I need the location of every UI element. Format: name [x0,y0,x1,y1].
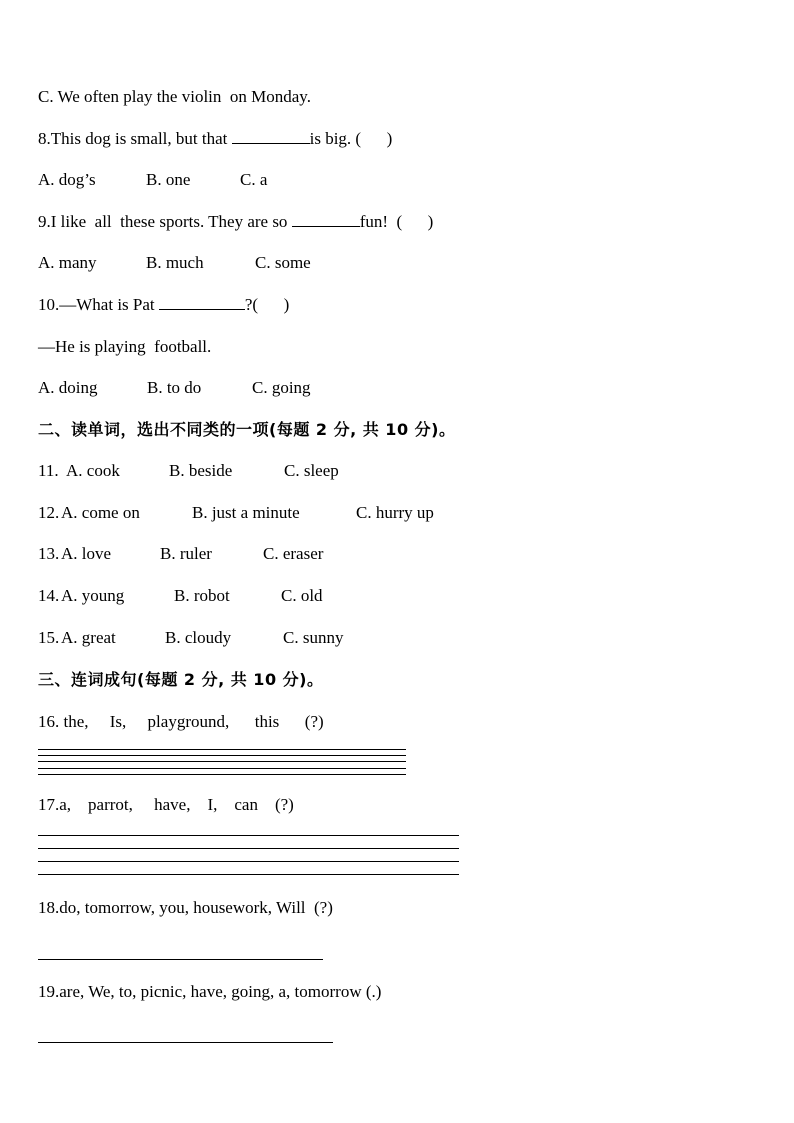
q13-number: 13. [38,544,60,563]
q8-option-b[interactable]: B. one [146,170,191,189]
q12-option-a[interactable]: A. come on [61,503,140,522]
section2-heading: 二、读单词，选出不同类的一项(每题 2 分, 共 10 分)。 [38,420,456,439]
q8-blank[interactable] [232,129,310,144]
q19-words: 19.are, We, to, picnic, have, going, a, tomorrow (.) [38,982,382,1001]
q9-option-b[interactable]: B. much [146,253,204,272]
q10-stem-b: ?( ) [244,295,290,314]
q13-option-c[interactable]: C. eraser [263,544,324,563]
q8-stem-b: is big. ( ) [309,129,393,148]
q14-option-a[interactable]: A. young [61,586,125,605]
q12-option-b[interactable]: B. just a minute [192,503,300,522]
q18-words: 18.do, tomorrow, you, housework, Will (?) [38,898,333,917]
q9-stem [38,211,433,233]
q15-option-b[interactable]: B. cloudy [165,628,232,647]
q15-number: 15. [38,628,60,647]
q15-option-c[interactable]: C. sunny [283,628,344,647]
q9-stem-a: 9.I like all these sports. They are so [38,212,292,231]
q16-answer-line[interactable] [38,755,406,756]
q10-option-c[interactable]: C. going [252,378,311,397]
q15-option-a[interactable]: A. great [61,628,116,647]
q16-answer-line[interactable] [38,749,406,750]
q16-answer-line[interactable] [38,768,406,769]
q8-option-c[interactable]: C. a [240,170,268,189]
q17-answer-line[interactable] [38,848,459,849]
q13-option-b[interactable]: B. ruler [160,544,212,563]
q16-words: 16. the, Is, playground, this (?) [38,712,324,731]
q9-blank[interactable] [292,212,360,227]
q8-stem [38,128,392,150]
q8-option-a[interactable]: A. dog’s [38,170,96,189]
q12-option-c[interactable]: C. hurry up [356,503,434,522]
q18-answer-line[interactable] [38,959,323,960]
q10-stem-a: 10.—What is Pat [38,295,159,314]
q14-option-b[interactable]: B. robot [174,586,230,605]
q11-number: 11. [38,461,63,480]
q7-option-c: C. We often play the violin on Monday. [38,87,311,106]
q17-answer-line[interactable] [38,874,459,875]
q13-option-a[interactable]: A. love [61,544,112,563]
q14-option-c[interactable]: C. old [281,586,323,605]
q10-option-b[interactable]: B. to do [147,378,202,397]
q19-answer-line[interactable] [38,1042,333,1043]
q11-option-a[interactable]: A. cook [66,461,120,480]
q16-answer-line[interactable] [38,761,406,762]
q17-answer-line[interactable] [38,835,459,836]
q17-words: 17.a, parrot, have, I, can (?) [38,795,294,814]
q9-option-a[interactable]: A. many [38,253,97,272]
q11-option-c[interactable]: C. sleep [284,461,339,480]
q9-stem-b: fun! ( ) [359,212,434,231]
q14-number: 14. [38,586,60,605]
q12-number: 12. [38,503,60,522]
q10-answer: —He is playing football. [38,337,212,356]
section3-heading: 三、连词成句(每题 2 分, 共 10 分)。 [38,670,324,689]
q8-stem-a: 8.This dog is small, but that [38,129,232,148]
q10-stem [38,294,289,316]
q11-option-b[interactable]: B. beside [169,461,233,480]
q9-option-c[interactable]: C. some [255,253,311,272]
q17-answer-line[interactable] [38,861,459,862]
q16-answer-line[interactable] [38,774,406,775]
q10-option-a[interactable]: A. doing [38,378,98,397]
q10-blank[interactable] [159,295,245,310]
